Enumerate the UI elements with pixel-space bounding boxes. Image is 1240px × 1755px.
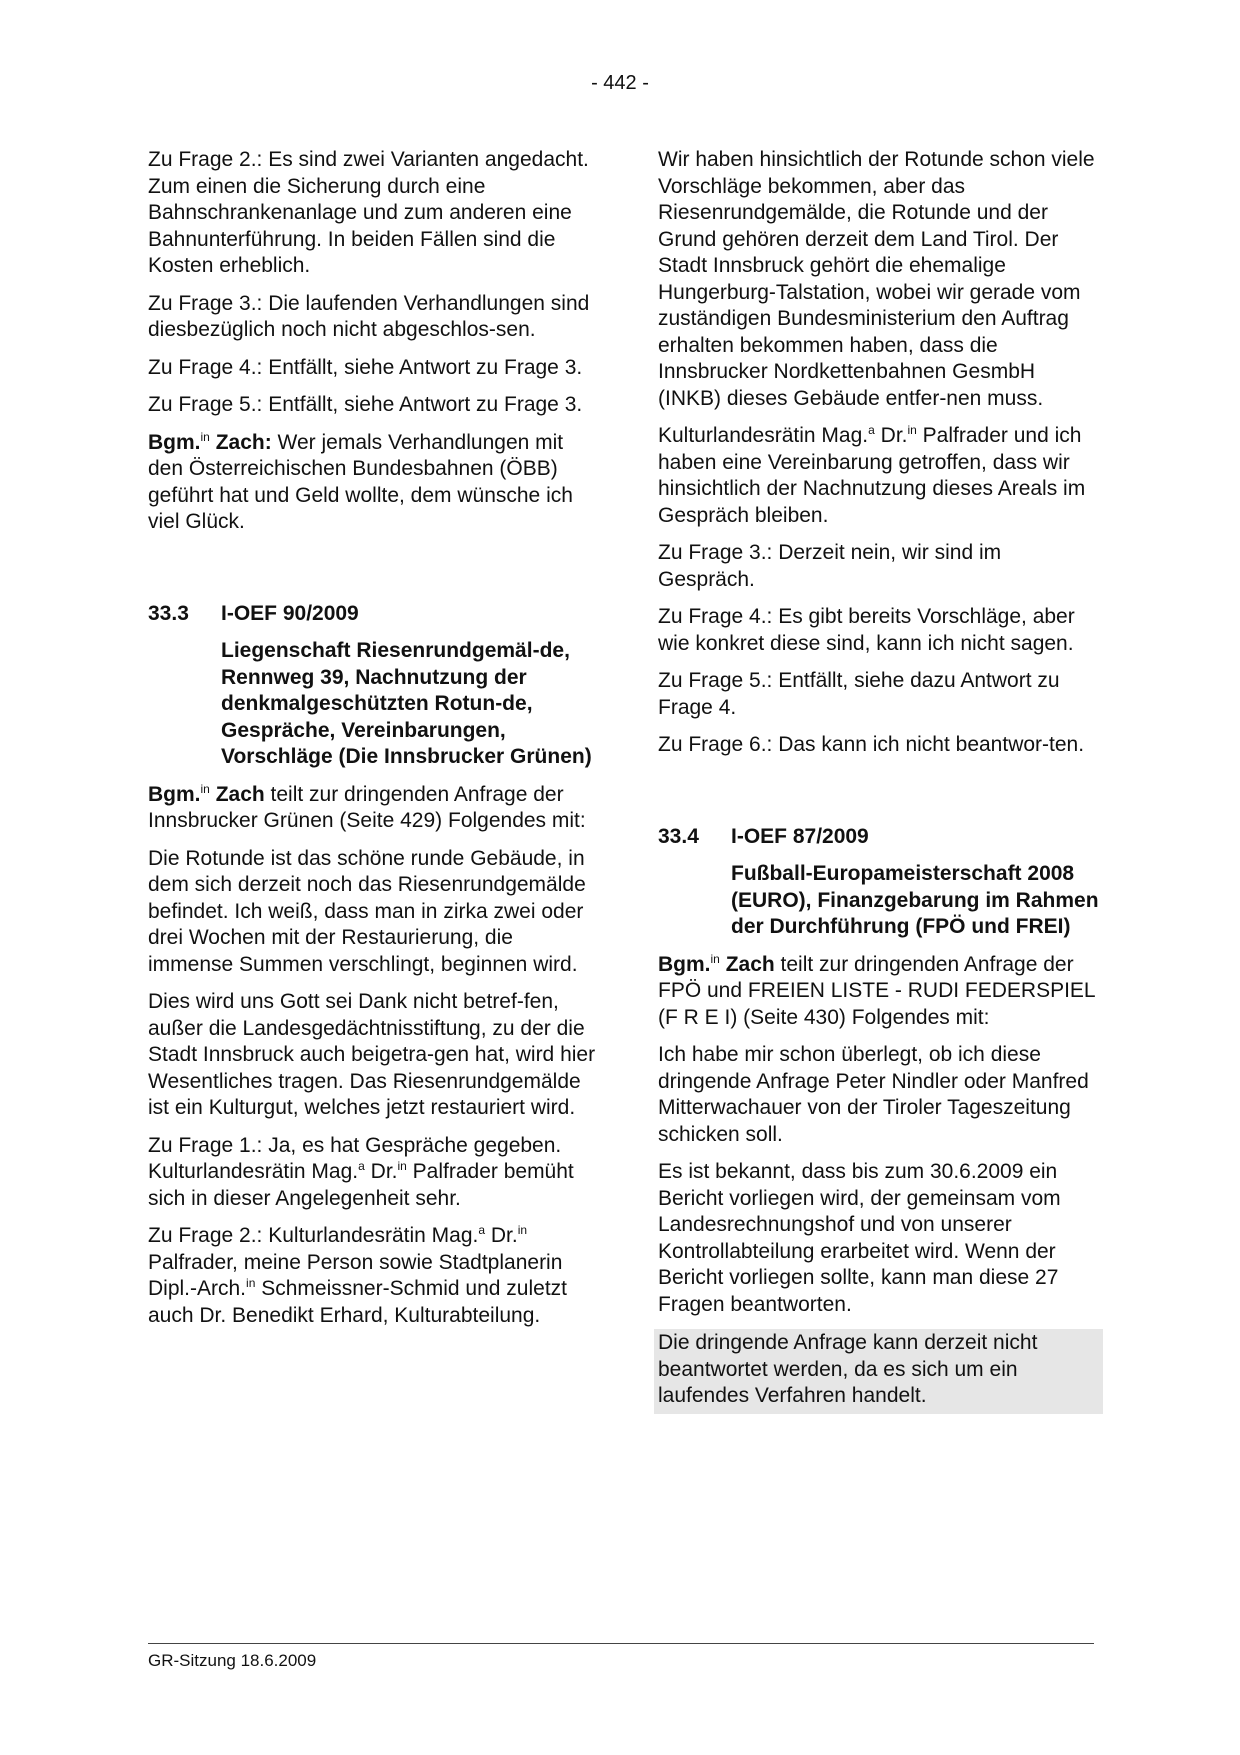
text-run: Palfrader, meine Person sowie Stadtplanerin Dipl.-Arch. <box>148 1250 563 1300</box>
speaker-title: Bgm. <box>658 952 711 976</box>
speaker-name: Zach <box>725 952 775 976</box>
paragraph: Es ist bekannt, dass bis zum 30.6.2009 ein Bericht vorliegen wird, der gemeinsam vom Landesrechnungshof und von unserer Kontrollabteilung erarbeitet wird. Wenn der Bericht vorliegen sollte, kann man diese 27 Fragen beantworten. <box>658 1160 1061 1316</box>
paragraph: Dies wird uns Gott sei Dank nicht betref-fen, außer die Landesgedächtnisstiftung, zu der die Stadt Innsbruck auch beigetra-gen hat, wird hier Wesentliches tragen. Das Riesenrundgemälde ist ein Kulturgut, welches jetzt restauriert wird. <box>148 990 596 1119</box>
section-title: Fußball-Europameisterschaft 2008 (EURO), Finanzgebarung im Rahmen der Durchführung (FPÖ und FREI) <box>731 862 1099 938</box>
section-id: I-OEF 90/2009 <box>221 601 359 625</box>
superscript: a <box>358 1159 365 1173</box>
text-run: Zu Frage 2.: Kulturlandesrätin Mag. <box>148 1224 479 1247</box>
speech-paragraph <box>148 782 598 835</box>
footer-text: GR-Sitzung 18.6.2009 <box>148 1651 317 1670</box>
text-run: Kulturlandesrätin Mag. <box>658 424 869 447</box>
superscript: in <box>397 1159 407 1173</box>
speech-paragraph <box>148 430 598 536</box>
text-run: Palfrader und ich haben eine Vereinbarung getroffen, dass wir hinsichtlich der Nachnutzung dieses Areals im Gespräch bleiben. <box>658 424 1086 527</box>
text-run: Dr. <box>364 1160 398 1183</box>
paragraph <box>148 1223 598 1329</box>
paragraph: Zu Frage 3.: Die laufenden Verhandlungen sind diesbezüglich noch nicht abgeschlos-sen. <box>148 291 590 341</box>
speech-text: teilt zur dringenden Anfrage der FPÖ und FREIEN LISTE - RUDI FEDERSPIEL (F R E I) (Seite 430) Folgendes mit: <box>658 952 1095 1029</box>
paragraph <box>148 1133 598 1213</box>
superscript: in <box>517 1223 528 1237</box>
paragraph: Zu Frage 3.: Derzeit nein, wir sind im Gespräch. <box>658 541 1002 591</box>
text-run: Palfrader bemüht sich in dieser Angelegenheit sehr. <box>148 1160 574 1210</box>
right-column <box>658 147 1103 1425</box>
page-number: - 442 - <box>591 72 649 94</box>
paragraph: Ich habe mir schon überlegt, ob ich diese dringende Anfrage Peter Nindler oder Manfred Mitterwachauer von der Tiroler Tageszeitung schicken soll. <box>658 1043 1089 1146</box>
paragraph: Zu Frage 4.: Entfällt, siehe Antwort zu Frage 3. <box>148 355 583 379</box>
speaker-title: Bgm. <box>148 782 201 806</box>
superscript: a <box>478 1223 486 1237</box>
text-run: Schmeissner-Schmid und zuletzt auch Dr. Benedikt Erhard, Kulturabteilung. <box>148 1277 568 1327</box>
section-title: Liegenschaft Riesenrundgemäl-de, Rennweg 39, Nachnutzung der denkmalgeschützten Rotun-de, Gespräche, Vereinbarungen, Vorschläge (Die Innsbrucker Grünen) <box>221 639 592 768</box>
paragraph: Wir haben hinsichtlich der Rotunde schon viele Vorschläge bekommen, aber das Riesenrundgemälde, die Rotunde und der Grund gehören derzeit dem Land Tirol. Der Stadt Innsbruck gehört die ehemalige Hungerburg-Talstation, wobei wir gerade vom zuständigen Bundesministerium den Auftrag erhalten bekommen haben, dass die Innsbrucker Nordkettenbahnen GesmbH (INKB) dieses Gebäude entfer-nen muss. <box>658 148 1095 410</box>
left-column <box>148 147 598 1340</box>
superscript: a <box>868 423 875 437</box>
text-run: Zu Frage 1.: Ja, es hat Gespräche gegeben. Kulturlandesrätin Mag. <box>148 1133 562 1183</box>
superscript: in <box>907 423 917 437</box>
speaker-title: Bgm. <box>148 430 201 454</box>
paragraph <box>658 423 1103 529</box>
paragraph: Die Rotunde ist das schöne runde Gebäude, in dem sich derzeit noch das Riesenrundgemälde befindet. Ich weiß, dass man in zirka zwei oder drei Wochen mit der Restaurierung, die immense Summen verschlingt, beginnen wird. <box>148 846 586 976</box>
section-heading <box>148 601 598 628</box>
section-number: 33.4 <box>658 824 699 848</box>
text-run: Dr. <box>874 424 908 447</box>
section-id: I-OEF 87/2009 <box>731 824 869 848</box>
speaker-name: Zach <box>215 782 265 806</box>
section-heading <box>658 824 1103 851</box>
paragraph: Zu Frage 2.: Es sind zwei Varianten angedacht. Zum einen die Sicherung durch eine Bahnschrankenanlage und zum anderen eine Bahnunterführung. In beiden Fällen sind die Kosten erheblich. <box>148 148 589 277</box>
speech-paragraph <box>658 952 1103 1032</box>
superscript: in <box>710 951 720 966</box>
superscript: in <box>246 1276 256 1290</box>
superscript: in <box>200 429 210 444</box>
paragraph: Zu Frage 4.: Es gibt bereits Vorschläge, aber wie konkret diese sind, kann ich nicht sagen. <box>658 605 1075 655</box>
text-run: Dr. <box>485 1224 518 1247</box>
speech-text: teilt zur dringenden Anfrage der Innsbrucker Grünen (Seite 429) Folgendes mit: <box>148 782 586 832</box>
paragraph: Zu Frage 5.: Entfällt, siehe Antwort zu Frage 3. <box>148 393 583 416</box>
speaker-name: Zach: <box>215 430 272 454</box>
speech-text: Wer jemals Verhandlungen mit den Österreichischen Bundesbahnen (ÖBB) geführt hat und Geld wollte, dem wünsche ich viel Glück. <box>148 430 573 533</box>
superscript: in <box>200 781 210 796</box>
footer-divider <box>148 1643 1094 1644</box>
section-number: 33.3 <box>148 601 189 625</box>
paragraph: Zu Frage 5.: Entfällt, siehe dazu Antwort zu Frage 4. <box>658 669 1060 719</box>
paragraph: Zu Frage 6.: Das kann ich nicht beantwor-ten. <box>658 733 1085 756</box>
highlighted-paragraph: Die dringende Anfrage kann derzeit nicht beantwortet werden, da es sich um ein laufendes Verfahren handelt. <box>654 1329 1103 1414</box>
